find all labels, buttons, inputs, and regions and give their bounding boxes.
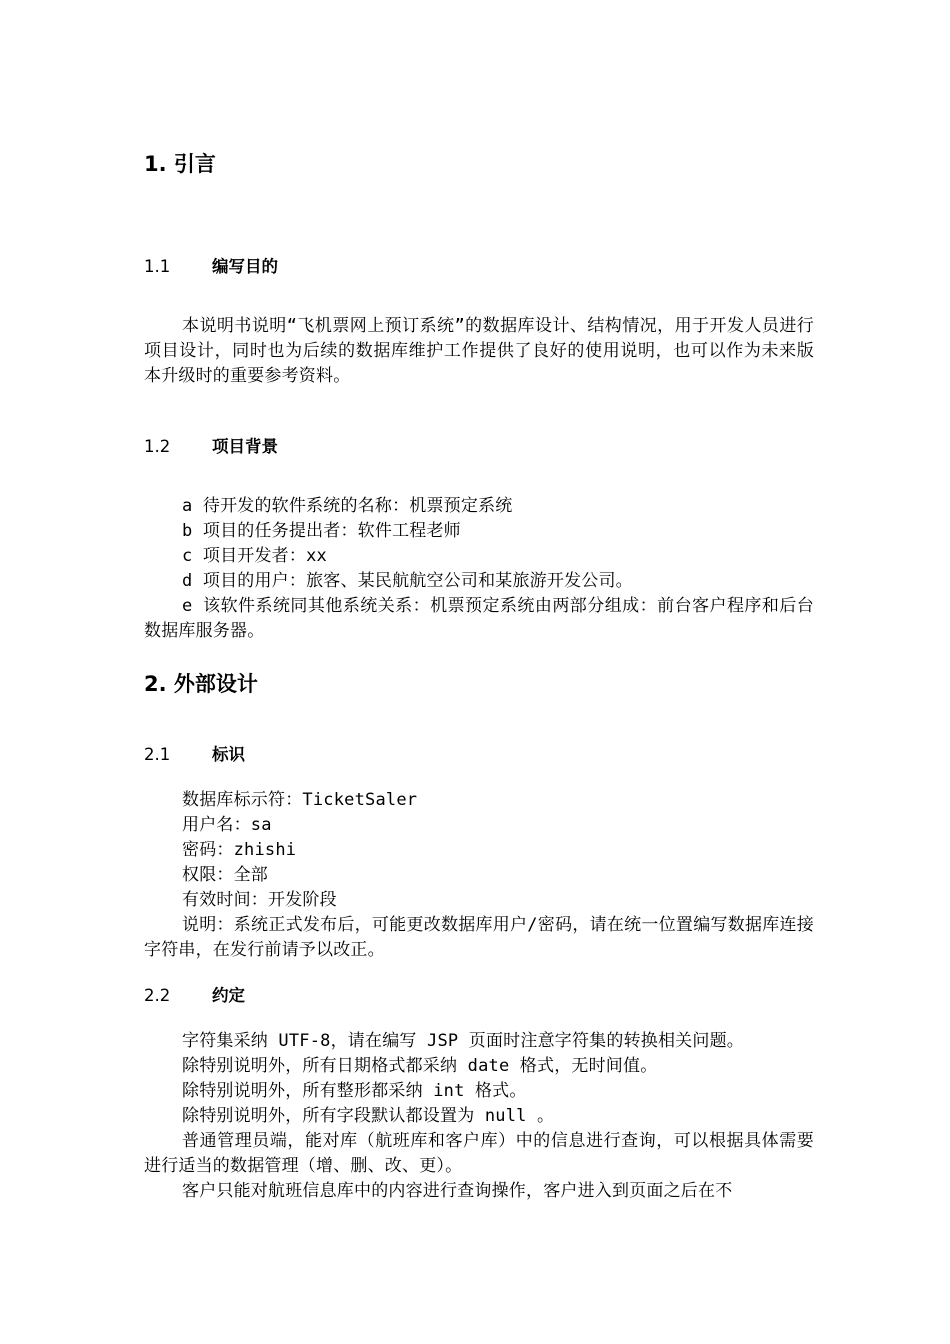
identification-line-password: 密码：zhishi (182, 840, 297, 860)
subsection-title: 项目背景 (212, 437, 278, 456)
section-heading-external-design: 2. 外部设计 (144, 672, 258, 696)
paragraph-conventions-admin: 普通管理员端，能对库（航班库和客户库）中的信息进行查询，可以根据具体需要进行适当的数据管理（增、删、改、更）。 (144, 1131, 814, 1176)
subsection-heading-purpose (144, 255, 278, 279)
subsection-heading-background (144, 435, 278, 459)
paragraph-purpose: 本说明书说明“飞机票网上预订系统”的数据库设计、结构情况，用于开发人员进行项目设计，同时也为后续的数据库维护工作提供了良好的使用说明，也可以作为未来版本升级时的重要参考资料。 (144, 316, 814, 386)
identification-line-valid-time: 有效时间：开发阶段 (182, 890, 337, 910)
conventions-line-null: 除特别说明外，所有字段默认都设置为 null 。 (182, 1106, 555, 1126)
conventions-line-charset: 字符集采纳 UTF-8，请在编写 JSP 页面时注意字符集的转换相关问题。 (182, 1031, 744, 1051)
subsection-number: 2.2 (144, 986, 171, 1005)
identification-line-db-id: 数据库标示符：TicketSaler (182, 790, 418, 810)
subsection-title: 编写目的 (212, 257, 278, 276)
background-line-c: c 项目开发者：xx (182, 546, 327, 566)
subsection-title: 约定 (212, 986, 245, 1005)
subsection-number: 1.1 (144, 257, 171, 276)
paragraph-background-e: e 该软件系统同其他系统关系：机票预定系统由两部分组成：前台客户程序和后台数据库服务器。 (144, 596, 814, 641)
background-line-a: a 待开发的软件系统的名称：机票预定系统 (182, 496, 513, 516)
subsection-title: 标识 (212, 745, 245, 764)
background-line-d: d 项目的用户：旅客、某民航航空公司和某旅游开发公司。 (182, 571, 633, 591)
subsection-number: 1.2 (144, 437, 171, 456)
conventions-line-int: 除特别说明外，所有整形都采纳 int 格式。 (182, 1081, 527, 1101)
subsection-number: 2.1 (144, 745, 171, 764)
identification-line-permissions: 权限：全部 (182, 865, 268, 885)
conventions-line-date: 除特别说明外，所有日期格式都采纳 date 格式，无时间值。 (182, 1056, 658, 1076)
subsection-heading-conventions (144, 984, 245, 1008)
subsection-heading-identification (144, 743, 245, 767)
paragraph-conventions-customer: 客户只能对航班信息库中的内容进行查询操作，客户进入到页面之后在不 (182, 1181, 733, 1201)
paragraph-identification-note: 说明：系统正式发布后，可能更改数据库用户/密码，请在统一位置编写数据库连接字符串，在发行前请予以改正。 (144, 915, 814, 960)
section-heading-introduction: 1. 引言 (144, 152, 216, 176)
background-line-b: b 项目的任务提出者：软件工程老师 (182, 521, 461, 541)
identification-line-username: 用户名：sa (182, 815, 272, 835)
